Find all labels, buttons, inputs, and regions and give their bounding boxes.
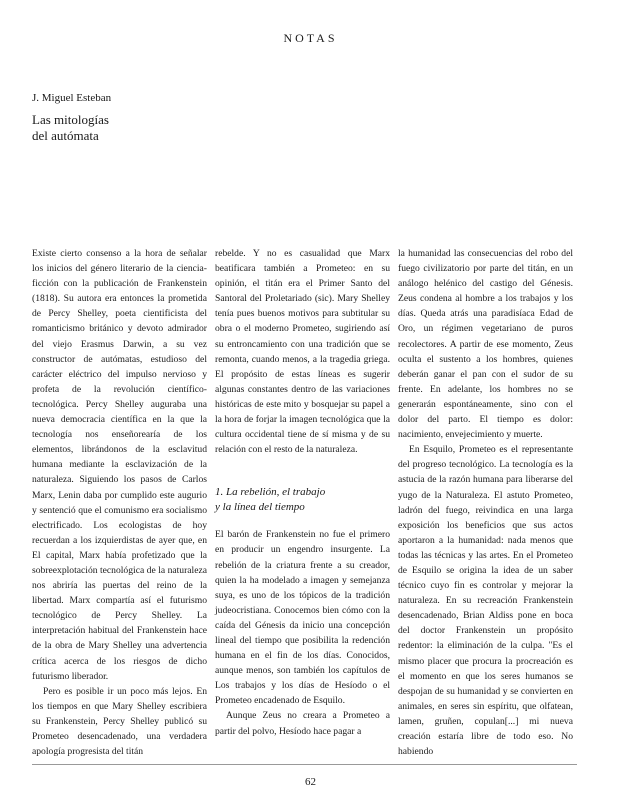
author-name: J. Miguel Esteban [32, 92, 112, 104]
title-line-1: Las mitologías [32, 112, 109, 127]
section-header: NOTAS [283, 31, 338, 45]
subheading-line-1: 1. La rebelión, el trabajo [215, 486, 326, 499]
paragraph: rebelde. Y no es casualidad que Marx beatificara también a Prometeo: en su opinión, el titán era el Primer Santo del Santoral del Proletariado (sic). Mary Shelley tenía pues buenos motivos para subtitular su obra o el moderno Prometeo, sugiriendo así su entroncamiento con una tradición que se remonta, cuando menos, a la tragedia griega. El propósito de estas líneas es sugerir algunas constantes dentro de las variaciones históricas de este mito y bosquejar su papel a la hora de forjar la imagen tecnológica que la cultura occidental tiene de sí misma y de su relación con el resto de la naturaleza. [215, 248, 390, 456]
page-number: 62 [305, 776, 316, 788]
section-subheading [215, 485, 390, 515]
paragraph: Pero es posible ir un poco más lejos. En los tiempos en que Mary Shelley escribiera su Frankenstein, Percy Shelley publicó su Prometeo desencadenado, una verdadera apología progresista del titán [32, 685, 207, 758]
paragraph: En Esquilo, Prometeo es el representante del progreso tecnológico. La tecnología es la astucia de la razón humana para liberarse del yugo de la Naturaleza. El astuto Prometeo, ladrón del fuego, reivindica en una larga exposición los beneficios que sus actos aportaron a la humanidad: nada menos que todas las técnicas y las artes. En el Prometeo de Esquilo se origina la idea de un saber técnico cuyo fin es controlar y mejorar la naturaleza. En su recreación Frankenstein desencadenado, Brian Aldiss pone en boca del doctor Frankenstein un propósito redentor: la eliminación de la culpa. "Es el mismo placer que procura la procreación es el momento en que los seres humanos se despojan de su humanidad y se convierten en animales, en seres sin espíritu, que olfatean, lamen, gruñen, copulan[...] mi nueva creación estaría libre de todo eso. No habiendo [398, 444, 573, 758]
paragraph: la humanidad las consecuencias del robo del fuego civilizatorio por parte del titán, en un análogo helénico del castigo del Génesis. Zeus condena al hombre a los trabajos y los días. Queda atrás una paradisíaca Edad de Oro, un régimen vegetariano de puros recolectores. A partir de ese momento, Zeus oculta el sustento a los hombres, quienes deberán ganar el pan con el sudor de su frente. En adelante, los hombres no se generarán espontáneamente, sino con el dolor del parto. El tiempo es dolor: nacimiento, envejecimiento y muerte. [398, 248, 573, 441]
article-title [32, 112, 232, 144]
text-column-1 [32, 246, 207, 759]
text-column-2 [215, 246, 390, 739]
text-column-3 [398, 246, 573, 759]
title-line-2: del autómata [32, 128, 99, 143]
footer-rule [32, 764, 577, 765]
paragraph: El barón de Frankenstein no fue el primero en producir un engendro insurgente. La rebelión de la criatura frente a su creador, quien la ha modelado a imagen y semejanza suya, es uno de los tópicos de la tradición judeocristiana. Conocemos bien cómo con la caída del Génesis da inicio una concepción lineal del tiempo que posibilita la redención humana en el fin de los días. Conocidos, aunque menos, son también los capítulos de Los trabajos y los días de Hesíodo o el Prometeo encadenado de Esquilo. [215, 529, 390, 707]
paragraph: Existe cierto consenso a la hora de señalar los inicios del género literario de la ciencia-ficción con la publicación de Frankenstein (1818). Su autora era entonces la prometida de Percy Shelley, poeta cientificista del romanticismo británico y devoto admirador del viejo Erasmus Darwin, a su vez constructor de autómatas, estudioso del carácter eléctrico del impulso nervioso y profeta de la revolución científico-tecnológica. Percy Shelley auguraba una nueva democracia científica en la que la tecnología nos enseñorearía de los elementos, librándonos de la esclavitud humana mediante la esclavización de la naturaleza. Siguiendo los pasos de Carlos Marx, Lenin daba por cumplido este augurio y sentenció que el comunismo era socialismo electrificado. Los ecologistas de hoy recuerdan a los izquierdistas de ayer que, en El capital, Marx había profetizado que la sobreexplotación tecnológica de la naturaleza nos abriría las puertas del reino de la libertad. Marx compartía así el futurismo tecnológico de Percy Shelley. La interpretación habitual del Frankenstein hace de la obra de Mary Shelley una advertencia crítica acerca de los riesgos de dicho futurismo liberador. [32, 248, 207, 682]
paragraph: Aunque Zeus no creara a Prometeo a partir del polvo, Hesíodo hace pagar a [215, 710, 390, 737]
subheading-line-2: y la línea del tiempo [215, 501, 305, 514]
